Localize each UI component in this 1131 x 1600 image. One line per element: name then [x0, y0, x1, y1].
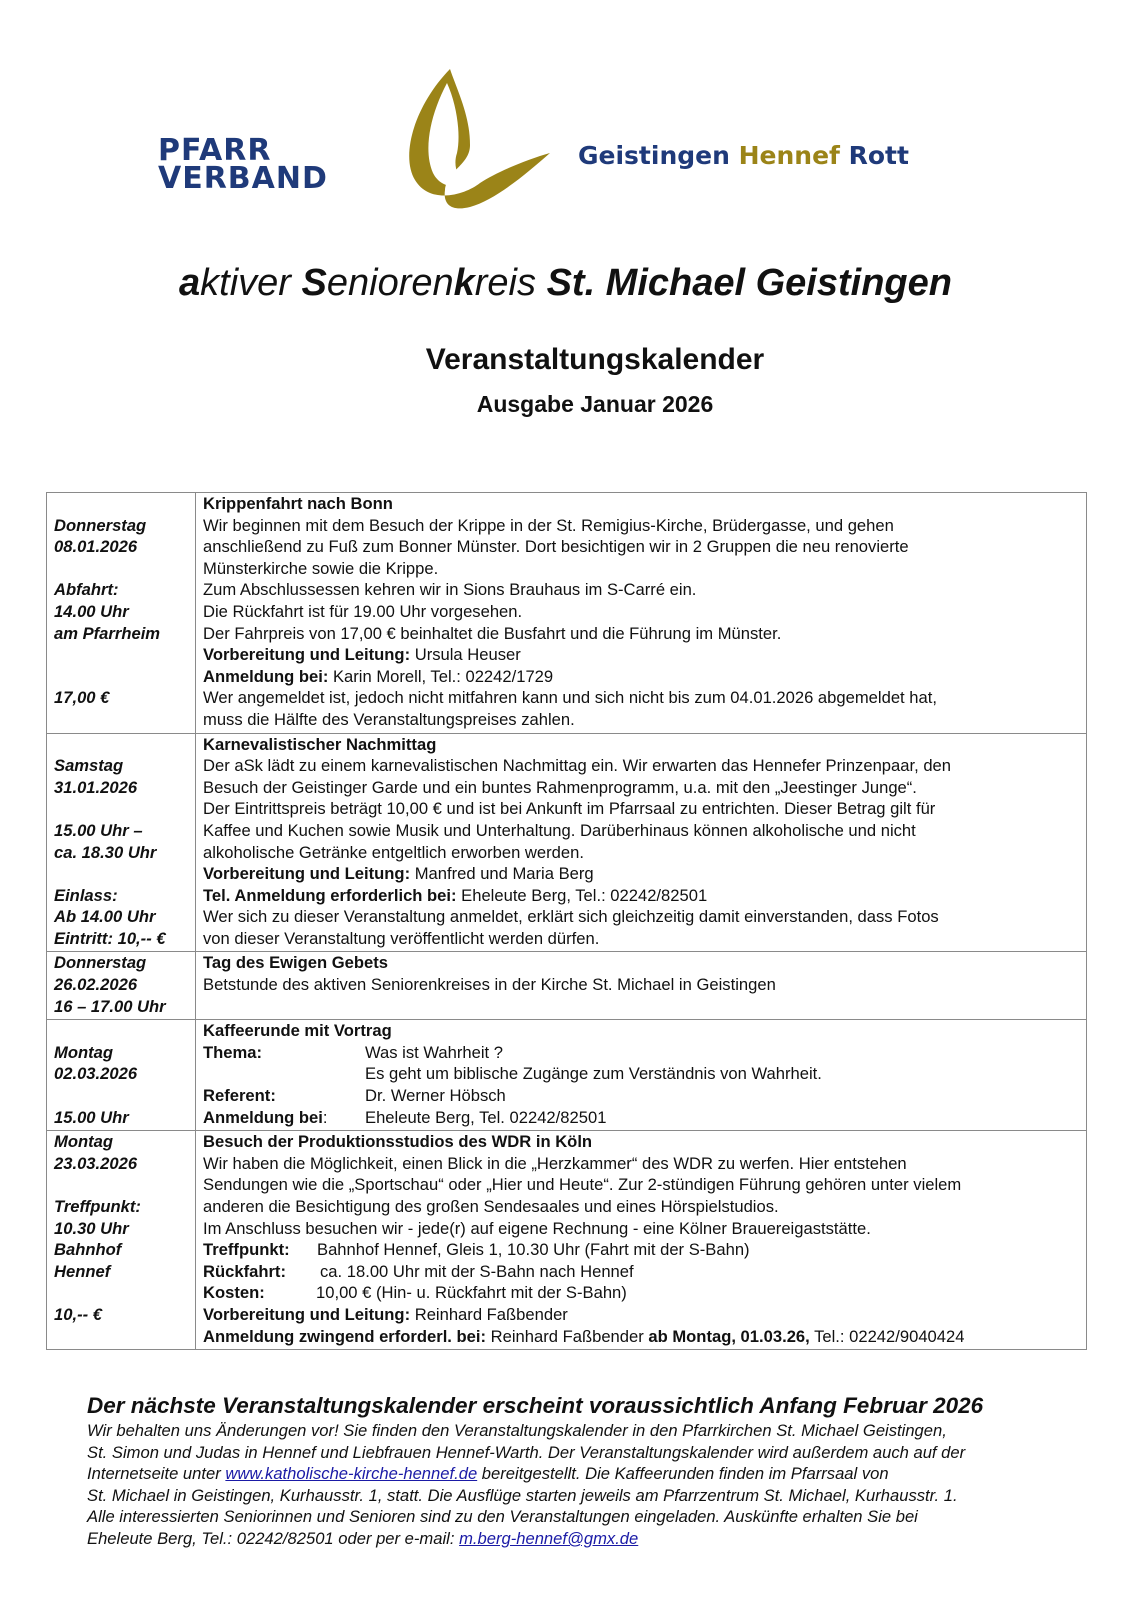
date-line — [54, 1085, 189, 1107]
speaker-label: Referent: — [203, 1086, 276, 1106]
event-registration — [203, 885, 1080, 907]
region-geistingen: Geistingen — [578, 141, 739, 170]
date-line — [54, 863, 189, 885]
date-line: 15.00 Uhr – — [54, 820, 143, 840]
cost-row — [203, 1282, 1080, 1304]
date-line: Bahnhof — [54, 1240, 122, 1260]
event-text: anschließend zu Fuß zum Bonner Münster. Dort besichtigen wir in 2 Gruppen die neu renovierte — [203, 537, 909, 557]
event-date-cell — [47, 952, 196, 1020]
event-description-cell — [196, 733, 1087, 952]
date-line: Hennef — [54, 1261, 111, 1281]
date-line: Montag — [54, 1042, 113, 1062]
event-text: Im Anschluss besuchen wir - jede(r) auf eigene Rechnung - eine Kölner Brauereigaststätte. — [203, 1218, 871, 1238]
region-rott: Rott — [839, 141, 909, 170]
event-text: Betstunde des aktiven Seniorenkreises in der Kirche St. Michael in Geistingen — [203, 975, 776, 995]
date-line: 15.00 Uhr — [54, 1107, 129, 1127]
title-part: St. Michael Geistingen — [546, 262, 952, 304]
logo-line-1: PFARR — [158, 133, 272, 168]
email-link[interactable]: m.berg-hennef@gmx.de — [459, 1528, 639, 1548]
footer-text: bereitgestellt. Die Kaffeerunden finden im Pfarrsaal von — [477, 1464, 889, 1484]
flame-ribbon-icon — [395, 65, 565, 215]
event-row — [47, 952, 1087, 1020]
event-text: anderen die Besichtigung des großen Sendesaales und eines Hörspielstudios. — [203, 1197, 779, 1216]
page-title — [0, 262, 1131, 305]
event-note: Wer angemeldet ist, jedoch nicht mitfahren kann und sich nicht bis zum 04.01.2026 abgemeldet hat, — [203, 688, 937, 708]
registration-value: Karin Morell, Tel.: 02242/1729 — [328, 666, 554, 686]
event-title: Besuch der Produktionsstudios des WDR in Köln — [203, 1132, 593, 1152]
footer-line — [87, 1463, 1097, 1485]
logo-line-2: VERBAND — [158, 161, 328, 196]
return-label: Rückfahrt: — [203, 1261, 286, 1281]
registration-label: Anmeldung zwingend erforderl. bei: — [203, 1326, 487, 1346]
registration-row — [203, 1107, 1080, 1129]
date-line: 16 – 17.00 Uhr — [54, 996, 166, 1016]
date-line — [54, 644, 189, 666]
event-calendar-table — [46, 492, 1087, 1350]
event-description-cell — [196, 493, 1087, 734]
event-description-cell — [196, 1020, 1087, 1131]
event-leader — [203, 863, 1080, 885]
registration-label: Tel. Anmeldung erforderlich bei: — [203, 885, 457, 905]
date-line: 02.03.2026 — [54, 1064, 138, 1084]
event-leader — [203, 644, 1080, 666]
event-text: alkoholische Getränke entgeltlich erworben werden. — [203, 842, 584, 862]
event-description-cell — [196, 952, 1087, 1020]
return-row — [203, 1261, 1080, 1283]
event-date-cell — [47, 1020, 196, 1131]
date-line — [54, 1020, 189, 1042]
event-text: Besuch der Geistinger Garde und ein buntes Rahmenprogramm, u.a. mit den „Jeestinger Junge“. — [203, 777, 917, 797]
leader-label: Vorbereitung und Leitung: — [203, 864, 411, 884]
price-line: 17,00 € — [54, 688, 110, 708]
leader-value: Reinhard Faßbender — [410, 1304, 568, 1324]
date-line — [54, 493, 189, 515]
date-line: Montag — [54, 1132, 113, 1152]
leader-value: Manfred und Maria Berg — [410, 864, 594, 884]
registration-date: ab Montag, 01.03.26, — [648, 1326, 810, 1346]
event-note: muss die Hälfte des Veranstaltungspreises zahlen. — [203, 709, 575, 729]
event-text: Der aSk lädt zu einem karnevalistischen Nachmittag ein. Wir erwarten das Hennefer Prinzenpaar, den — [203, 756, 952, 776]
date-line: ca. 18.30 Uhr — [54, 842, 157, 862]
event-title: Krippenfahrt nach Bonn — [203, 494, 393, 513]
meeting-point-label: Treffpunkt: — [203, 1240, 290, 1260]
registration-label: Anmeldung bei — [203, 1107, 323, 1127]
date-line: 26.02.2026 — [54, 975, 138, 995]
event-title: Karnevalistischer Nachmittag — [203, 734, 437, 754]
leader-value: Ursula Heuser — [410, 645, 521, 665]
title-part: ktiver — [200, 262, 302, 304]
date-line: 08.01.2026 — [54, 537, 138, 557]
return-value: ca. 18.00 Uhr mit der S-Bahn nach Hennef — [320, 1261, 634, 1281]
title-part: S — [301, 262, 327, 304]
date-line: Einlass: — [54, 885, 118, 905]
event-text: Zum Abschlussessen kehren wir in Sions Brauhaus im S-Carré ein. — [203, 580, 697, 600]
footer-line: St. Simon und Judas in Hennef und Liebfrauen Hennef-Warth. Der Veranstaltungskalender wird außerdem auch auf der — [87, 1442, 966, 1462]
topic-value: Was ist Wahrheit ? — [365, 1042, 504, 1062]
date-line: 14.00 Uhr — [54, 601, 129, 621]
calendar-heading: Veranstaltungskalender — [425, 343, 765, 376]
event-row — [47, 493, 1087, 734]
title-part: enioren — [326, 262, 454, 304]
next-issue-headline: Der nächste Veranstaltungskalender erscheint voraussichtlich Anfang Februar 2026 — [87, 1393, 984, 1418]
date-line — [54, 1174, 189, 1196]
price-line: 10,-- € — [54, 1304, 102, 1324]
event-text: Sendungen wie die „Sportschau“ oder „Hier und Heute“. Zur 2-stündigen Führung gehören unter vielem — [203, 1175, 962, 1195]
topic-detail-value: Es geht um biblische Zugänge zum Verständnis von Wahrheit. — [365, 1064, 822, 1084]
logo-region-text — [578, 141, 909, 170]
title-part: k — [453, 262, 475, 304]
event-date-cell — [47, 1131, 196, 1350]
event-date-cell — [47, 733, 196, 952]
footer-line: Wir behalten uns Änderungen vor! Sie finden den Veranstaltungskalender in den Pfarrkirchen St. Michael Geistingen, — [87, 1421, 947, 1440]
speaker-value: Dr. Werner Höbsch — [365, 1086, 506, 1106]
cost-value: 10,00 € (Hin- u. Rückfahrt mit der S-Bahn) — [316, 1283, 627, 1303]
date-line: 31.01.2026 — [54, 777, 138, 797]
date-line: Donnerstag — [54, 953, 147, 973]
date-line: Ab 14.00 Uhr — [54, 907, 156, 927]
title-part: a — [179, 262, 201, 304]
event-description-cell — [196, 1131, 1087, 1350]
cost-label: Kosten: — [203, 1283, 265, 1303]
footer-text: Internetseite unter — [87, 1464, 226, 1484]
registration-colon: : — [322, 1107, 328, 1127]
leader-label: Vorbereitung und Leitung: — [203, 645, 411, 665]
event-title: Kaffeerunde mit Vortrag — [203, 1021, 392, 1041]
edition-label: Ausgabe Januar 2026 — [476, 391, 714, 417]
parish-logo — [150, 65, 1000, 220]
registration-value: Eheleute Berg, Tel. 02242/82501 — [365, 1107, 607, 1127]
website-link[interactable]: www.katholische-kirche-hennef.de — [225, 1464, 478, 1484]
event-note: von dieser Veranstaltung veröffentlicht werden dürfen. — [203, 928, 600, 948]
date-line: am Pfarrheim — [54, 623, 161, 643]
date-line — [54, 1282, 189, 1304]
event-text: Wir haben die Möglichkeit, einen Blick in die „Herzkammer“ des WDR zu werfen. Hier entstehen — [203, 1153, 907, 1173]
topic-row — [203, 1042, 1080, 1064]
event-leader — [203, 1304, 1080, 1326]
date-line: Donnerstag — [54, 515, 147, 535]
footer-line: St. Michael in Geistingen, Kurhausstr. 1, statt. Die Ausflüge starten jeweils am Pfarrzentrum St. Michael, Kurhausstr. 1. — [87, 1485, 958, 1505]
date-line — [54, 798, 189, 820]
registration-value: Reinhard Faßbender — [486, 1326, 649, 1346]
date-line: Samstag — [54, 756, 124, 776]
event-text: Münsterkirche sowie die Krippe. — [203, 558, 439, 578]
price-line: Eintritt: 10,-- € — [54, 928, 166, 948]
registration-phone: Tel.: 02242/9040424 — [809, 1326, 965, 1346]
logo-wordmark — [158, 133, 328, 196]
date-line: Treffpunkt: — [54, 1197, 141, 1216]
event-note: Wer sich zu dieser Veranstaltung anmeldet, erklärt sich gleichzeitig damit einverstanden, dass Fotos — [203, 907, 939, 927]
event-title: Tag des Ewigen Gebets — [203, 953, 389, 973]
date-line — [54, 666, 189, 688]
event-row — [47, 733, 1087, 952]
date-line — [54, 734, 189, 756]
event-text: Kaffee und Kuchen sowie Musik und Unterhaltung. Darüberhinaus können alkoholische und nicht — [203, 820, 916, 840]
topic-label: Thema: — [203, 1042, 263, 1062]
date-line — [54, 558, 189, 580]
event-text: Der Fahrpreis von 17,00 € beinhaltet die Busfahrt und die Führung im Münster. — [203, 623, 782, 643]
date-line: Abfahrt: — [54, 580, 119, 600]
meeting-point-row — [203, 1239, 1080, 1261]
footer-notice — [87, 1392, 1097, 1550]
footer-line: Alle interessierten Seniorinnen und Senioren sind zu den Veranstaltungen eingeladen. Auskünfte erhalten Sie bei — [87, 1507, 918, 1527]
leader-label: Vorbereitung und Leitung: — [203, 1304, 411, 1324]
registration-value: Eheleute Berg, Tel.: 02242/82501 — [456, 885, 708, 905]
footer-body — [87, 1420, 1097, 1550]
title-part: reis — [474, 262, 547, 304]
event-text: Der Eintrittspreis beträgt 10,00 € und ist bei Ankunft im Pfarrsaal zu entrichten. Dieser Betrag gilt für — [203, 799, 936, 819]
region-hennef: Hennef — [738, 141, 840, 170]
footer-line — [87, 1528, 1097, 1550]
speaker-row — [203, 1085, 1080, 1107]
date-line: 10.30 Uhr — [54, 1218, 129, 1238]
event-registration — [203, 1326, 1080, 1348]
date-line: 23.03.2026 — [54, 1153, 138, 1173]
event-row — [47, 1020, 1087, 1131]
event-text: Die Rückfahrt ist für 19.00 Uhr vorgesehen. — [203, 601, 523, 621]
event-registration — [203, 666, 1080, 688]
event-date-cell — [47, 493, 196, 734]
topic-detail-label — [203, 1063, 365, 1085]
event-row — [47, 1131, 1087, 1350]
footer-text: Eheleute Berg, Tel.: 02242/82501 oder per e-mail: — [87, 1528, 460, 1548]
registration-label: Anmeldung bei: — [203, 666, 329, 686]
topic-detail-row — [203, 1063, 1080, 1085]
event-text: Wir beginnen mit dem Besuch der Krippe in der St. Remigius-Kirche, Brüdergasse, und gehen — [203, 515, 894, 535]
meeting-point-value: Bahnhof Hennef, Gleis 1, 10.30 Uhr (Fahrt mit der S-Bahn) — [317, 1240, 750, 1260]
